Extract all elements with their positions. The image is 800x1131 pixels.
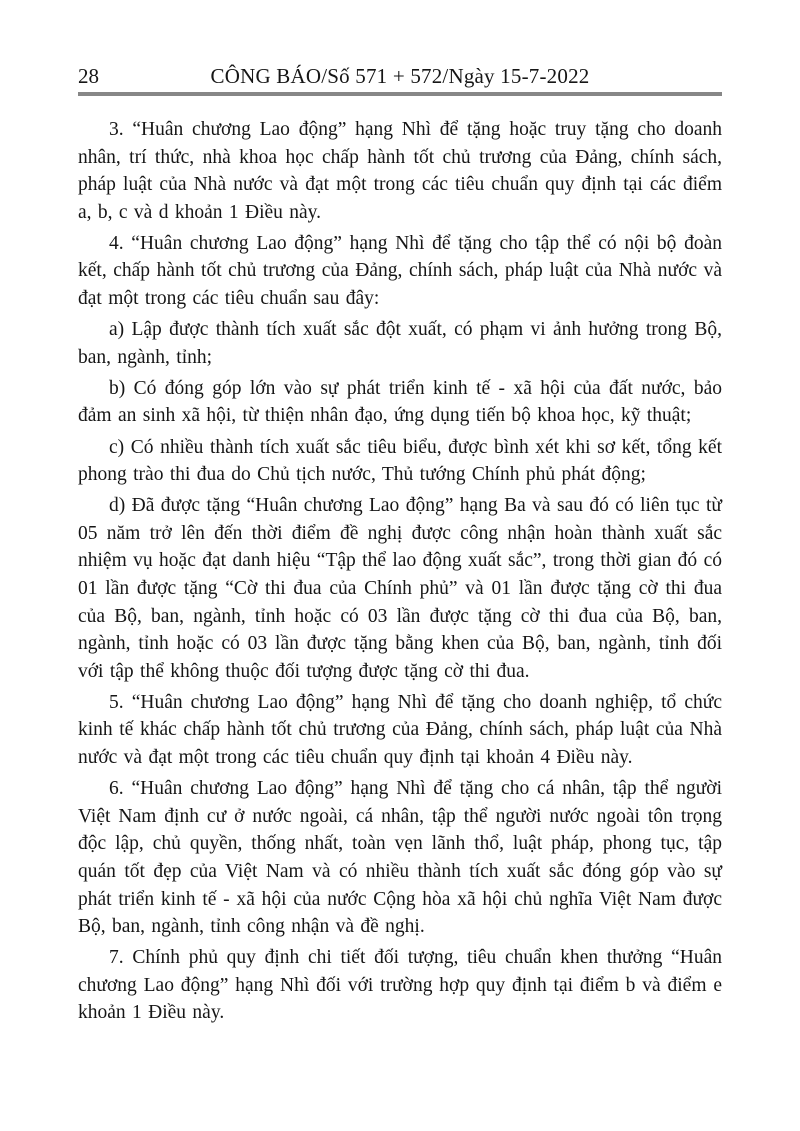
- page-header: [78, 0, 722, 92]
- paragraph-point-d: d) Đã được tặng “Huân chương Lao động” hạng Ba và sau đó có liên tục từ 05 năm trở lên đến thời điểm đề nghị được công nhận hoàn thành xuất sắc nhiệm vụ hoặc đạt danh hiệu “Tập thể lao động xuất sắc”, trong thời gian đó có 01 lần được tặng “Cờ thi đua của Chính phủ” và 01 lần được tặng cờ thi đua của Bộ, ban, ngành, tỉnh hoặc có 03 lần được tặng cờ thi đua của Bộ, ban, ngành, tỉnh hoặc có 03 lần được tặng bằng khen của Bộ, ban, ngành, tỉnh đối với tập thể không thuộc đối tượng được tặng cờ thi đua.: [78, 495, 722, 682]
- paragraph-clause-3: 3. “Huân chương Lao động” hạng Nhì để tặng hoặc truy tặng cho doanh nhân, trí thức, nhà khoa học chấp hành tốt chủ trương của Đảng, chính sách, pháp luật của Nhà nước và đạt một trong các tiêu chuẩn quy định tại các điểm a, b, c và d khoản 1 Điều này.: [78, 119, 722, 223]
- paragraph-clause-6: 6. “Huân chương Lao động” hạng Nhì để tặng cho cá nhân, tập thể người Việt Nam định cư ở nước ngoài, cá nhân, tập thể người nước ngoài tôn trọng độc lập, chủ quyền, thống nhất, toàn vẹn lãnh thổ, luật pháp, phong tục, tập quán tốt đẹp của Việt Nam và có nhiều thành tích xuất sắc đóng góp vào sự phát triển kinh tế - xã hội của nước Cộng hòa xã hội chủ nghĩa Việt Nam được Bộ, ban, ngành, tỉnh công nhận và đề nghị.: [78, 778, 722, 938]
- header-divider: [78, 92, 722, 96]
- paragraph-point-c: c) Có nhiều thành tích xuất sắc tiêu biểu, được bình xét khi sơ kết, tổng kết phong trào thi đua do Chủ tịch nước, Thủ tướng Chính phủ phát động;: [78, 436, 722, 486]
- gazette-header-title: CÔNG BÁO/Số 571 + 572/Ngày 15-7-2022: [210, 64, 590, 88]
- paragraph-point-a: a) Lập được thành tích xuất sắc đột xuất, có phạm vi ảnh hưởng trong Bộ, ban, ngành, tỉnh;: [78, 319, 722, 368]
- document-body: [78, 116, 722, 1027]
- page-number: 28: [78, 64, 99, 88]
- paragraph-point-b: b) Có đóng góp lớn vào sự phát triển kinh tế - xã hội của đất nước, bảo đảm an sinh xã hội, từ thiện nhân đạo, ứng dụng tiến bộ khoa học, kỹ thuật;: [78, 377, 722, 427]
- paragraph-clause-4: 4. “Huân chương Lao động” hạng Nhì để tặng cho tập thể có nội bộ đoàn kết, chấp hành tốt chủ trương của Đảng, chính sách, pháp luật của Nhà nước và đạt một trong các tiêu chuẩn sau đây:: [78, 232, 722, 310]
- paragraph-clause-7: 7. Chính phủ quy định chi tiết đối tượng, tiêu chuẩn khen thưởng “Huân chương Lao động” hạng Nhì đối với trường hợp quy định tại điểm b và điểm e khoản 1 Điều này.: [78, 947, 722, 1024]
- paragraph-clause-5: 5. “Huân chương Lao động” hạng Nhì để tặng cho doanh nghiệp, tổ chức kinh tế khác chấp hành tốt chủ trương của Đảng, chính sách, pháp luật của Nhà nước và đạt một trong các tiêu chuẩn quy định tại khoản 4 Điều này.: [78, 691, 722, 769]
